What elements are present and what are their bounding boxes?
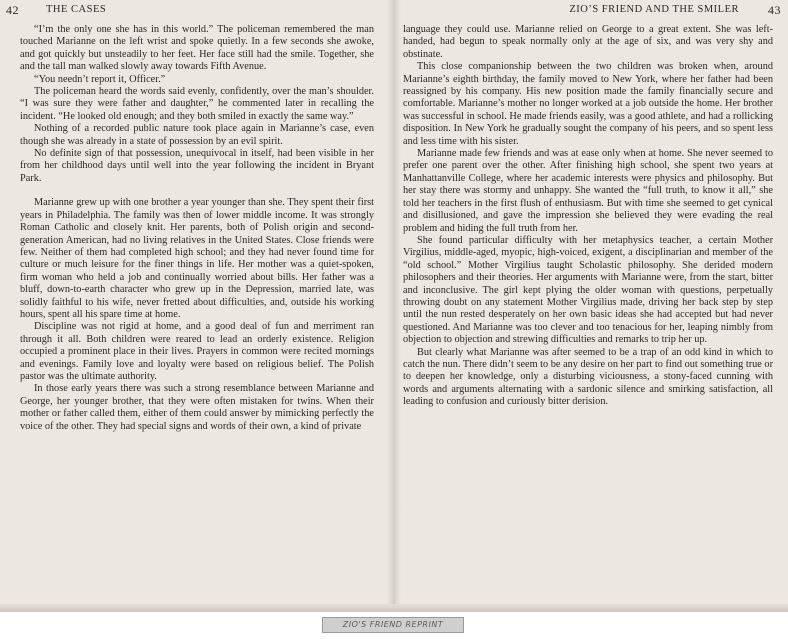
right-running-head	[401, 0, 781, 20]
footer-stamp: ZIO'S FRIEND REPRINT	[322, 617, 464, 633]
paragraph: language they could use. Marianne relied on George to a great extent. She was left-handed, had begun to speak normally only at the age of six, and was very shy and obstinate.	[403, 24, 773, 60]
paragraph: Nothing of a recorded public nature took place again in Marianne’s case, even though she was already in a state of possession by an evil spirit.	[20, 123, 374, 147]
right-running-title: ZIO’S FRIEND AND THE SMILER	[569, 4, 739, 15]
right-page-text	[401, 24, 781, 409]
left-running-title: THE CASES	[46, 4, 107, 15]
left-page-text	[6, 24, 380, 433]
paragraph: Marianne grew up with one brother a year younger than she. They spent their first years in Philadelphia. The family was then of lower middle income. It was strongly Roman Catholic and closely knit. Her parents, both of Polish origin and second-generation American, had no living relatives in the United States. Close friends were few. Neither of them had completed high school; and they had never found time for culture or much leisure for the finer things in life. Her mother was a quiet-spoken, firm woman who held a job and continually worried about bills. Her father was a bluff, down-to-earth character who grew up in the Depression, married late, was solidly faithful to his wife, never fretted about difficulties, and, outside his working hours, spent all his spare time at home.	[20, 197, 374, 320]
page-bottom-edge	[0, 604, 788, 612]
left-page	[6, 0, 380, 600]
right-page-number: 43	[768, 3, 781, 17]
paragraph: No definite sign of that possession, unequivocal in itself, had been visible in her from her childhood days until well into the year following the incident in Bryant Park.	[20, 148, 374, 184]
paragraph: The policeman heard the words said evenly, confidently, over the man’s shoulder. “I was sure they were father and daughter,” he commented later in recalling the incident. “He looked old enough; and they both smiled in exactly the same way.”	[20, 86, 374, 122]
paragraph: She found particular difficulty with her metaphysics teacher, a certain Mother Virgilius, middle-aged, myopic, high-voiced, exigent, a disciplinarian and member of the “old school.” Mother Virgilius taught Scholastic philosophy. She derided modern philosophers and their theories. Her arguments with Marianne were, from the start, bitter and inconclusive. The girl kept plying the older woman with questions, perpetually throwing doubt on any statement Mother Virgilius made, driving her back step by step until the nun rested desperately on her own basic ideas she had accepted but had never questioned. And Marianne was too clever and too tenacious for her, leaping nimbly from objection to objection and strewing difficulties and remarks to trip her up.	[403, 234, 773, 346]
paragraph: But clearly what Marianne was after seemed to be a trap of an odd kind in which to catch the nun. There didn’t seem to be any desire on her part to find out something true or to deepen her knowledge, only a disturbing viciousness, a stony-faced cunning with words and arguments alternating with a sardonic silence and smirking satisfaction, all leading to confusion and curiously bitter derision.	[403, 346, 773, 408]
left-running-head	[6, 0, 380, 20]
paragraph: “You needn’t report it, Officer.”	[34, 73, 166, 85]
paragraph: This close companionship between the two children was broken when, around Marianne’s eighth birthday, the family moved to New York, where her father had been reassigned by his company. His new position made the family financially secure and comfortable. Marianne’s mother no longer worked at a job outside the home. Her brother was successful in school. He made friends easily, was a good athlete, and had a rollicking disposition. In New York he gradually sought the company of his peers, and so spent less and less time with his sister.	[403, 61, 773, 147]
paragraph: In those early years there was such a strong resemblance between Marianne and George, her younger brother, that they were often mistaken for twins. When their mother or father called them, either of them could answer by mimicking perfectly the voice of the other. They had special signs and words of their own, a kind of private	[20, 383, 374, 432]
paragraph: “I’m the only one she has in this world.” The policeman remembered the man touched Marianne on the left wrist and spoke quietly. In a few seconds she awoke, and got quickly but unsteadily to her feet. Her face still had the smile. Together, she and the tall man walked slowly away towards Fifth Avenue.	[20, 24, 374, 73]
left-page-number: 42	[6, 3, 19, 17]
paragraph: Marianne made few friends and was at ease only when at home. She never seemed to prefer one parent over the other. After finishing high school, she spent two years at Manhattanville College, where her academic interests were physics and philosophy. But her stay there was stormy and unhappy. She wanted the “full truth, to know it all,” she told her teachers in the first flush of enthusiasm. But with time she seemed to get cynical and disillusioned, and gave the impression she believed they were evading the real problem and hiding the full truth from her.	[403, 148, 773, 234]
book-gutter	[387, 0, 401, 612]
right-page	[401, 0, 781, 600]
paragraph: Discipline was not rigid at home, and a good deal of fun and merriment ran through it all. Both children were reared to lead an orderly existence. Religion occupied a prominent place in their lives. Prayers in common were recited mornings and evenings. Family love and loyalty were based on religious belief. The Polish pastor was the ultimate authority.	[20, 321, 374, 382]
